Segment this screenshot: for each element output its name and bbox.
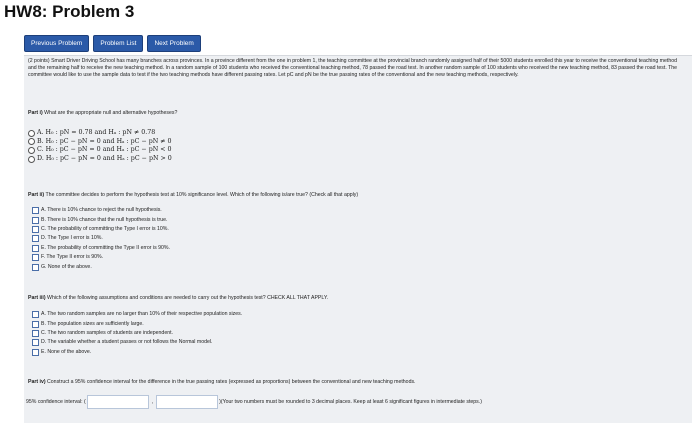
- part3-option-b[interactable]: B. The population sizes are sufficiently large.: [32, 319, 242, 328]
- next-problem-button[interactable]: Next Problem: [147, 35, 200, 52]
- part4-text: Construct a 95% confidence interval for the difference in the true passing rates (expressed as proportions) between the conventional and new teaching methods.: [47, 379, 416, 385]
- checkbox[interactable]: [32, 330, 39, 337]
- part2-text: The committee decides to perform the hypothesis test at 10% significance level. Which of the following is/are true? (Check all that apply): [45, 192, 359, 198]
- ci-label: 95% confidence interval: (: [26, 398, 86, 405]
- ci-lower-input[interactable]: [87, 395, 149, 409]
- part2-option-g[interactable]: G. None of the above.: [32, 262, 170, 271]
- checkbox[interactable]: [32, 311, 39, 318]
- radio-button[interactable]: [28, 130, 35, 137]
- checkbox[interactable]: [32, 207, 39, 214]
- part2-option-c[interactable]: C. The probability of committing the Type I error is 10%.: [32, 225, 170, 234]
- part3-text: Which of the following assumptions and conditions are needed to carry out the hypothesis test? CHECK ALL THAT APPLY.: [47, 295, 329, 301]
- part3-option-d[interactable]: D. The variable whether a student passes or not follows the Normal model.: [32, 338, 242, 347]
- checkbox[interactable]: [32, 339, 39, 346]
- part3-option-e[interactable]: E. None of the above.: [32, 348, 242, 357]
- part3-question: [28, 295, 328, 302]
- part4-label: Part iv): [28, 379, 46, 385]
- part2-options: [32, 206, 170, 272]
- part1-option-a[interactable]: A. H₀ : pN = 0.78 and Hₐ : pN ≠ 0.78: [28, 129, 172, 138]
- checkbox[interactable]: [32, 235, 39, 242]
- ci-rounding-note: (Your two numbers must be rounded to 3 decimal places. Keep at least 6 significant figures in intermediate steps.): [220, 398, 482, 405]
- checkbox[interactable]: [32, 264, 39, 271]
- part1-option-c[interactable]: C. H₀ : pC − pN = 0 and Hₐ : pC − pN < 0: [28, 146, 172, 155]
- confidence-interval-row: [26, 395, 482, 409]
- ci-comma: ,: [151, 398, 154, 405]
- problem-panel: [24, 55, 692, 423]
- problem-statement: (2 points) Smart Driver Driving School has many branches across provinces. In a province different from the one in problem 1, the teaching committee at the provincial branch randomly assigned half of their 5000 students enrolled this year to receive the conventional teaching method and the remaining half to receive the new teaching method. In a random sample of 100 students who received the conventional teaching method, 78 passed the road test. In another random sample of 100 students who received the new teaching method, 83 passed the road test. The committee would like to use the sample data to test if the two teaching methods have different passing rates. Let pC and pN be the true passing rates of the conventional and the new teaching methods, respectively.: [28, 58, 678, 78]
- ci-close-paren: ): [219, 398, 221, 405]
- radio-button[interactable]: [28, 156, 35, 163]
- page-title: HW8: Problem 3: [4, 2, 135, 21]
- part1-question: [28, 110, 177, 117]
- checkbox[interactable]: [32, 217, 39, 224]
- part1-option-d[interactable]: D. H₀ : pC − pN = 0 and Hₐ : pC − pN > 0: [28, 155, 172, 164]
- problem-list-button[interactable]: Problem List: [93, 35, 143, 52]
- checkbox[interactable]: [32, 321, 39, 328]
- checkbox[interactable]: [32, 226, 39, 233]
- radio-button[interactable]: [28, 138, 35, 145]
- part1-options: [28, 129, 172, 163]
- part2-option-f[interactable]: F. The Type II error is 90%.: [32, 253, 170, 262]
- part1-option-b[interactable]: B. H₀ : pC − pN = 0 and Hₐ : pC − pN ≠ 0: [28, 138, 172, 147]
- part1-text: What are the appropriate null and alternative hypotheses?: [44, 110, 178, 116]
- part2-label: Part ii): [28, 192, 45, 198]
- part4-question: [28, 379, 415, 386]
- part3-option-a[interactable]: A. The two random samples are no larger than 10% of their respective population sizes.: [32, 310, 242, 319]
- checkbox[interactable]: [32, 349, 39, 356]
- radio-button[interactable]: [28, 147, 35, 154]
- ci-upper-input[interactable]: [156, 395, 218, 409]
- checkbox[interactable]: [32, 254, 39, 261]
- part3-options: [32, 310, 242, 357]
- checkbox[interactable]: [32, 245, 39, 252]
- part2-option-a[interactable]: A. There is 10% chance to reject the null hypothesis.: [32, 206, 170, 215]
- part3-label: Part iii): [28, 295, 46, 301]
- problem-nav: [24, 35, 201, 52]
- part2-option-b[interactable]: B. There is 10% chance that the null hypothesis is true.: [32, 215, 170, 224]
- part1-label: Part i): [28, 110, 43, 116]
- part3-option-c[interactable]: C. The two random samples of students are independent.: [32, 329, 242, 338]
- part2-option-e[interactable]: E. The probability of committing the Type II error is 90%.: [32, 244, 170, 253]
- part2-question: [28, 192, 358, 199]
- part2-option-d[interactable]: D. The Type I error is 10%.: [32, 234, 170, 243]
- previous-problem-button[interactable]: Previous Problem: [24, 35, 89, 52]
